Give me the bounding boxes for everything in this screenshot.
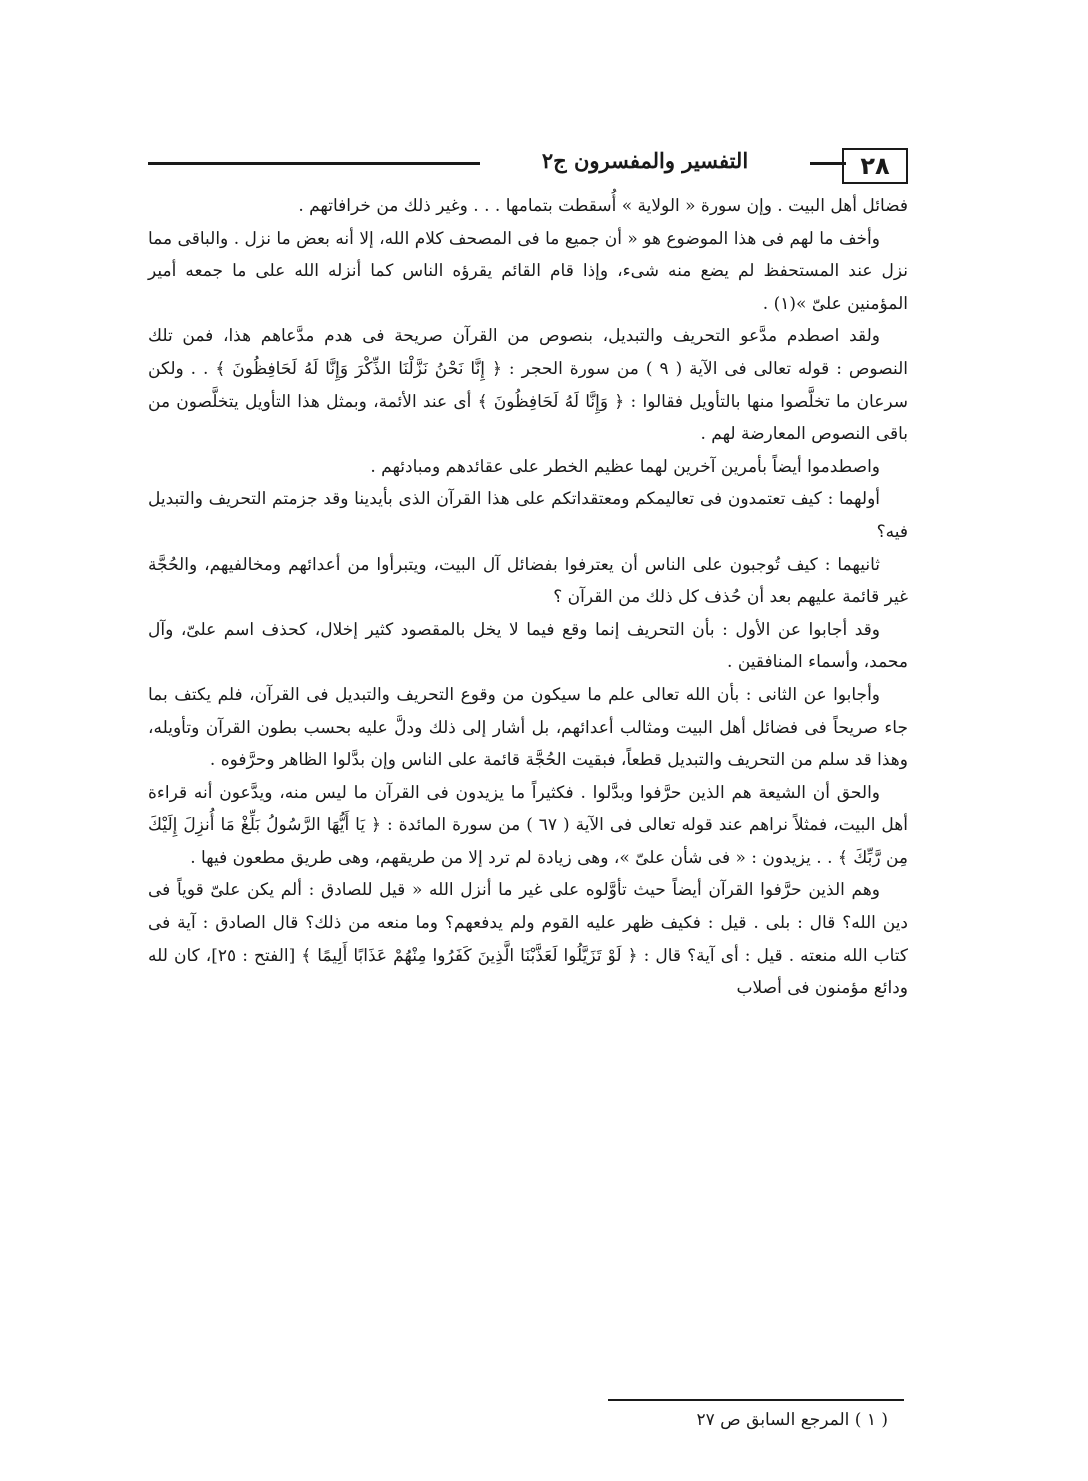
footnote-separator (608, 1399, 904, 1401)
paragraph: فضائل أهل البيت . وإن سورة « الولاية » أُسقطت بتمامها . . . وغير ذلك من خرافاتهم . (298, 196, 908, 216)
paragraph: والحق أن الشيعة هم الذين حرَّفوا وبدَّلوا . فكثيراً ما يزيدون فى القرآن ما ليس منه، ويدَّعون أنه قراءة أهل البيت، فمثلاً نراهم عند قوله تعالى فى الآية ( ٦٧ ) من سورة المائدة : ﴿ يَا أَيُّهَا الرَّسُولُ بَلِّغْ مَا أُنزِلَ إِلَيْكَ مِن رَّبِّكَ ﴾ . . يزيدون : « فى شأن علىّ »، وهى زيادة لم ترد إلا من طريقهم، وهى طريق مطعون فيها . (148, 782, 908, 868)
paragraph: وأجابوا عن الثانى : بأن الله تعالى علم ما سيكون من وقوع التحريف والتبديل فى القرآن، فلم يكتف بما جاء صريحاً فى فضائل أهل البيت ومثالب أعدائهم، بل أشار إلى ذلك ودلَّ عليه بحسب بطون القرآن وتأويله، وهذا قد سلم من التحريف والتبديل قطعاً، فبقيت الحُجَّة قائمة على الناس وإن بدَّلوا الظاهر وحرَّفوه . (148, 684, 908, 771)
paragraph-first-point: أولهما : كيف تعتمدون فى تعاليمكم ومعتقداتكم على هذا القرآن الذى بأيدينا وقد جزمتم التحريف والتبديل فيه؟ (148, 489, 908, 542)
paragraph: ولقد اصطدم مدَّعو التحريف والتبديل، بنصوص من القرآن صريحة فى هدم مدَّعاهم هذا، فمن تلك النصوص : قوله تعالى فى الآية ( ٩ ) من سورة الحجر : ﴿ إِنَّا نَحْنُ نَزَّلْنَا الذِّكْرَ وَإِنَّا لَهُ لَحَافِظُونَ ﴾ . . ولكن سرعان ما تخلَّصوا منها بالتأويل فقالوا : ﴿ وَإِنَّا لَهُ لَحَافِظُونَ ﴾ أى عند الأئمة، وبمثل هذا التأويل يتخلَّصون من باقى النصوص المعارضة لهم . (148, 326, 908, 445)
header-rule-right (810, 162, 846, 165)
paragraph: وأخف ما لهم فى هذا الموضوع هو « أن جميع ما فى المصحف كلام الله، إلا أنه بعض ما نزل . والباقى مما نزل عند المستحفظ لم يضع منه شىء، وإذا قام القائم يقرؤه الناس كما أنزله الله على ما جمعه أمير المؤمنين علىّ »(١) . (148, 228, 908, 314)
running-header (148, 142, 908, 186)
book-title: التفسير والمفسرون ج٢ (541, 148, 749, 173)
paragraph: وقد أجابوا عن الأول : بأن التحريف إنما وقع فيما لا يخل بالمقصود كثير إخلال، كحذف اسم علىّ، وآل محمد، وأسماء المنافقين . (148, 619, 908, 673)
footnote: ( ١ ) المرجع السابق ص ٢٧ (696, 1410, 888, 1430)
paragraph: واصطدموا أيضاً بأمرين آخرين لهما عظيم الخطر على عقائدهم ومبادئهم . (370, 456, 880, 477)
body-text (148, 190, 908, 1005)
paragraph-second-point: ثانيهما : كيف تُوجبون على الناس أن يعترفوا بفضائل آل البيت، ويتبرأوا من أعدائهم ومخالفيهم، والحُجَّة غير قائمة عليهم بعد أن حُذف كل ذلك من القرآن ؟ (148, 554, 908, 608)
header-rule-left (148, 162, 480, 165)
paragraph: وهم الذين حرَّفوا القرآن أيضاً حيث تأوَّلوه على غير ما أنزل الله « قيل للصادق : ألم يكن علىّ قوياً فى دين الله؟ قال : بلى . قيل : فكيف ظهر عليه القوم ولم يدفعهم؟ وما منعه من ذلك؟ قال الصادق : آية فى كتاب الله منعته . قيل : أى آية؟ قال : ﴿ لَوْ تَزَيَّلُوا لَعَذَّبْنَا الَّذِينَ كَفَرُوا مِنْهُمْ عَذَابًا أَلِيمًا ﴾ [الفتح : ٢٥]، كان لله ودائع مؤمنون فى أصلاب (148, 880, 909, 999)
page-number: ٢٨ (842, 148, 908, 184)
